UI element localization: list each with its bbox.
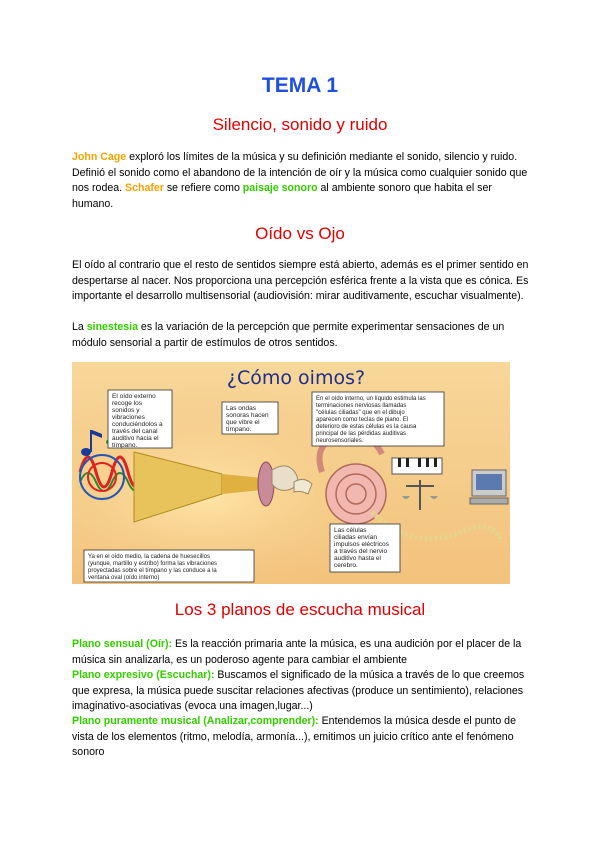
callout-middle-ear bbox=[84, 550, 254, 582]
section-heading-silencio: Silencio, sonido y ruido bbox=[212, 115, 388, 134]
section-heading-planos: Los 3 planos de escucha musical bbox=[174, 600, 426, 619]
term-john-cage: John Cage bbox=[72, 151, 127, 163]
callout-text: El oído externo recoge los sonidos y vibraciones conduciéndolos a través del canal auditivo hacia el tímpano. bbox=[112, 393, 163, 449]
figure-title: ¿Cómo oimos? bbox=[226, 367, 366, 389]
term-plano-expresivo: Plano expresivo (Escuchar): bbox=[72, 669, 215, 681]
paragraph-text: Buscamos el significado de la música a través de lo que creemos que expresa, la música puede suscitar relaciones afectivas (produce un sentimiento), relaciones imaginativo-asociativas (evoca una imagen,lugar...) bbox=[72, 669, 525, 713]
computer-icon bbox=[470, 470, 508, 504]
piano-keys-icon bbox=[392, 458, 442, 474]
paragraph-text: La bbox=[72, 321, 87, 333]
paragraph-text: Entendemos la música desde el punto de vista de los elementos (ritmo, melodía, armonía...), emitimos un juicio crítico ante el fenómeno sonoro bbox=[72, 715, 516, 759]
term-sinestesia: sinestesia bbox=[86, 321, 138, 333]
callout-text: Ya en el oído medio, la cadena de huesecillos (yunque, martillo y estribo) forma las vibraciones proyectadas sobre el tímpano y las conduce a la ventana oval (oído interno) bbox=[88, 554, 218, 581]
paragraph-plano-expresivo bbox=[72, 668, 534, 715]
paragraph-text: Es la reacción primaria ante la música, es una audición por el placer de la música sin analizarla, es un poderoso agente para cambiar el ambiente bbox=[72, 638, 522, 666]
callout-hair-cells bbox=[330, 524, 400, 572]
callout-text: En el oído interno, un líquido estimula las terminaciones nerviosas llamadas "células ciliadas" que en el dibujo aparecen como teclas de piano. El deterioro de estas células es la causa principal de las pérdidas auditivas neurosensoriales. bbox=[316, 396, 426, 444]
paragraph-text: es la variación de la percepción que permite experimentar sensaciones de un módulo sensorial a partir de estímulos de otros sentidos. bbox=[72, 321, 505, 349]
callout-inner-ear bbox=[312, 392, 444, 446]
paragraph-text: exploró los límites de la música y su definición mediante el sonido, silencio y ruido. Definió el sonido como el abandono de la intención de oír y la música como cualquier sonido que nos rodea. bbox=[72, 151, 528, 195]
term-schafer: Schafer bbox=[125, 182, 164, 195]
paragraph-sinestesia bbox=[72, 320, 534, 351]
hearing-illustration bbox=[72, 362, 510, 584]
paragraph-text: se refiere como bbox=[163, 182, 243, 195]
term-plano-sensual: Plano sensual (Oír): bbox=[72, 638, 173, 650]
hearing-diagram bbox=[72, 362, 510, 584]
paragraph-plano-musical bbox=[72, 714, 534, 761]
page-title: TEMA 1 bbox=[261, 74, 339, 97]
paragraph-oido: El oído al contrario que el resto de sentidos siempre está abierto, además es el primer sentido en despertarse al nacer. Nos proporciona una percepción esférica frente a la vista que es cónica. Es importante el desarrollo multisensorial (audiovisión: mirar auditivamente, escuchar visualmente). bbox=[72, 259, 529, 303]
callout-text: Las células ciliadas envían impulsos eléctricos a través del nervio auditivo hasta el cerebro. bbox=[334, 527, 389, 569]
section-heading-oido-vs-ojo: Oído vs Ojo bbox=[255, 224, 345, 243]
paragraph-text: al ambiente sonoro que habita el ser humano. bbox=[72, 182, 492, 210]
paragraph-john-cage bbox=[72, 150, 534, 212]
paragraph-plano-sensual bbox=[72, 637, 534, 668]
term-paisaje-sonoro: paisaje sonoro bbox=[242, 182, 318, 195]
callout-sound-waves bbox=[222, 402, 278, 434]
callout-text: Las ondas sonoras hacen que vibre el tímpano. bbox=[226, 405, 269, 433]
term-plano-musical: Plano puramente musical (Analizar,comprender): bbox=[72, 715, 319, 727]
callout-outer-ear bbox=[108, 390, 172, 449]
